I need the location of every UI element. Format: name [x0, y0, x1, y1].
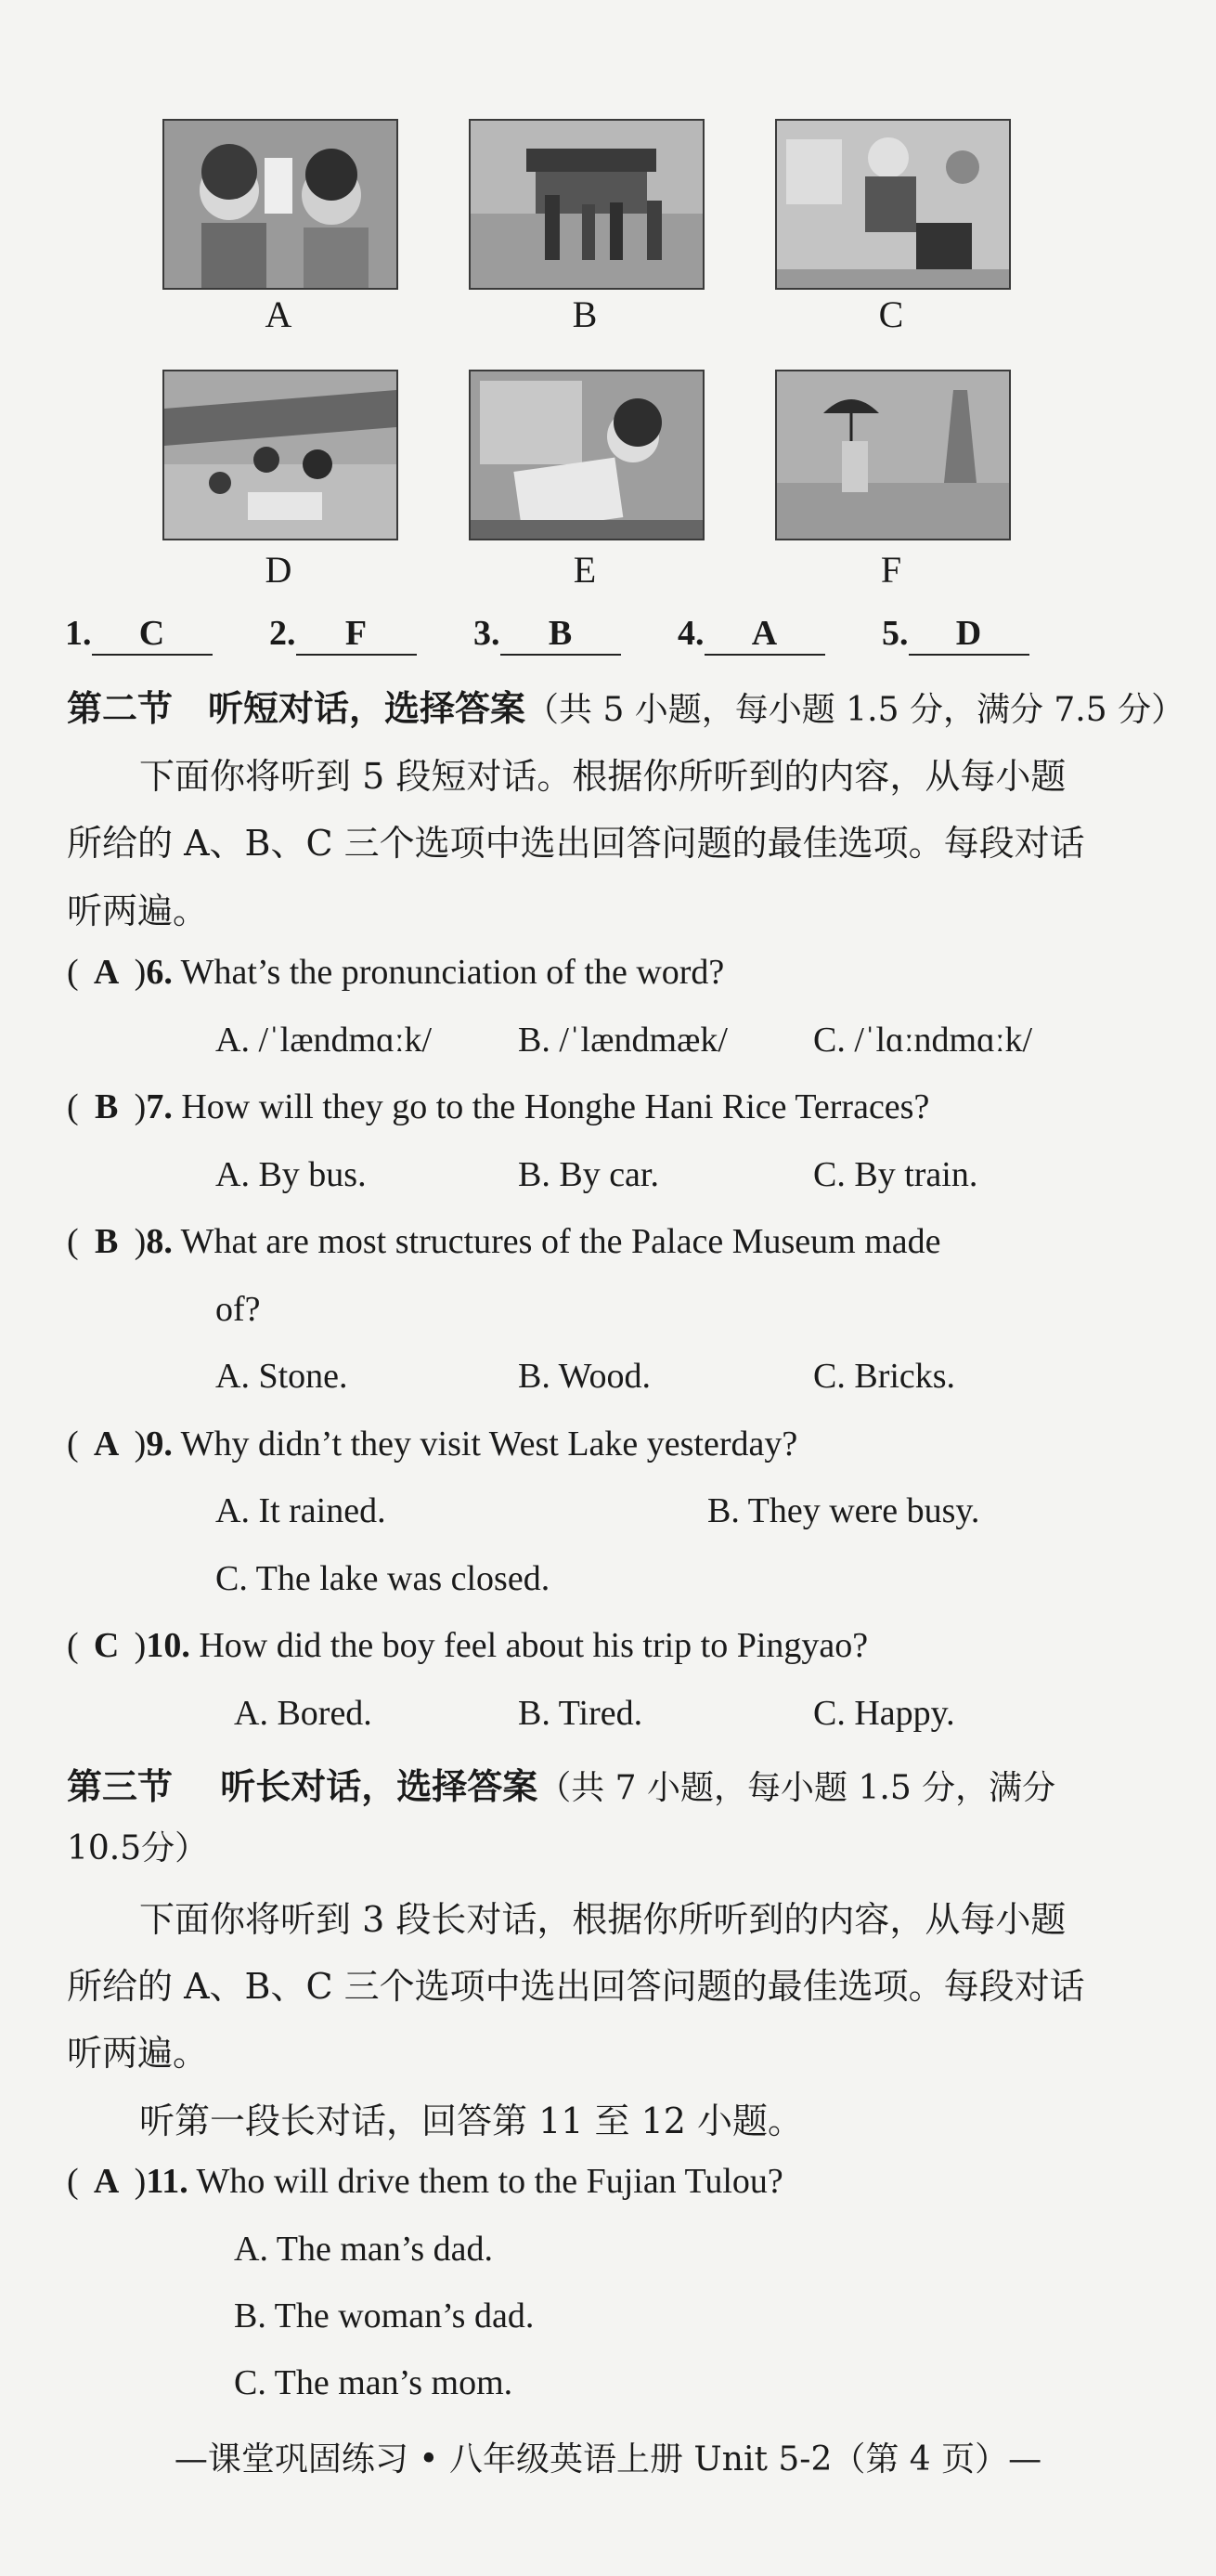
answer-item — [65, 613, 213, 656]
question-text: What’s the pronunciation of the word? — [180, 953, 725, 992]
question-text: Why didn’t they visit West Lake yesterday? — [180, 1425, 798, 1464]
section3-intro-line: 听两遍。 — [67, 2033, 209, 2074]
option-c: C. The man’s mom. — [234, 2363, 513, 2402]
section-note: （共 7 小题，每小题 1.5 分，满分 — [537, 1769, 1056, 1807]
section2-heading — [67, 680, 1184, 731]
paren-open: ( — [67, 1222, 79, 1261]
section3-intro-line: 下面你将听到 3 段长对话，根据你所听到的内容，从每小题 — [139, 1899, 1067, 1940]
answer-item — [269, 613, 417, 656]
answer-choice[interactable]: C — [93, 1626, 120, 1665]
paren-close: ) — [134, 1626, 147, 1665]
paren-open: ( — [67, 953, 79, 992]
option-a: A. /ˈlændmɑːk/ — [215, 1021, 433, 1060]
question-number: 6. — [146, 953, 173, 992]
paren-close: ) — [134, 2162, 147, 2201]
option-c: C. /ˈlɑːndmɑːk/ — [813, 1021, 1033, 1060]
paren-close: ) — [134, 953, 147, 992]
answer-item — [882, 613, 1029, 656]
option-b: B. Wood. — [518, 1357, 651, 1396]
answer-choice[interactable]: B — [94, 1222, 119, 1261]
section3-heading — [67, 1758, 1055, 1809]
section-note: （共 5 小题，每小题 1.5 分，满分 7.5 分） — [525, 691, 1185, 729]
page-footer: —课堂巩固练习 • 八年级英语上册 Unit 5-2（第 4 页）— — [174, 2440, 1042, 2478]
option-b: B. By car. — [518, 1155, 659, 1194]
answer-number: 4. — [678, 614, 705, 653]
picture-label: D — [265, 549, 292, 591]
paren-open: ( — [67, 1626, 79, 1665]
section3-intro-line: 所给的 A、B、C 三个选项中选出回答问题的最佳选项。每段对话 — [67, 1966, 1085, 2007]
question-text: How will they go to the Honghe Hani Rice Terraces? — [181, 1087, 930, 1126]
option-b: B. They were busy. — [707, 1491, 980, 1530]
question-11 — [67, 2161, 783, 2202]
section1-answers — [65, 613, 1132, 669]
answer-number: 3. — [473, 614, 500, 653]
question-text: How did the boy feel about his trip to Pingyao? — [199, 1626, 869, 1665]
question-number: 7. — [146, 1087, 173, 1126]
answer-blank[interactable]: B — [500, 613, 621, 656]
paren-open: ( — [67, 1425, 79, 1464]
question-text: Who will drive them to the Fujian Tulou? — [196, 2162, 783, 2201]
picture-label: B — [572, 293, 598, 335]
option-b: B. Tired. — [518, 1694, 643, 1733]
answer-number: 1. — [65, 614, 92, 653]
answer-number: 5. — [882, 614, 909, 653]
section2-intro-line: 听两遍。 — [67, 891, 209, 931]
answer-blank[interactable]: D — [909, 613, 1029, 656]
question-text-continued: of? — [215, 1290, 261, 1329]
option-a: A. The man’s dad. — [234, 2230, 493, 2269]
paren-close: ) — [134, 1425, 147, 1464]
question-number: 8. — [146, 1222, 173, 1261]
question-8 — [67, 1221, 940, 1262]
section3-note-continued: 10.5分） — [67, 1829, 209, 1867]
answer-item — [678, 613, 825, 656]
section2-intro-line: 下面你将听到 5 段短对话。根据你所听到的内容，从每小题 — [139, 756, 1067, 797]
paren-open: ( — [67, 1087, 79, 1126]
section3-subinstruction: 听第一段长对话，回答第 11 至 12 小题。 — [139, 2101, 804, 2141]
answer-choice[interactable]: A — [93, 1425, 120, 1464]
option-a: A. It rained. — [215, 1491, 386, 1530]
question-6 — [67, 952, 724, 993]
question-number: 11. — [146, 2162, 188, 2201]
option-b: B. The woman’s dad. — [234, 2296, 535, 2335]
umbrella-pagoda-image — [775, 370, 1011, 540]
question-number: 9. — [146, 1425, 173, 1464]
section-title: 第三节 听长对话，选择答案 — [67, 1766, 538, 1807]
option-c: C. The lake was closed. — [215, 1559, 550, 1598]
paren-open: ( — [67, 2162, 79, 2201]
paren-close: ) — [134, 1222, 147, 1261]
answer-choice[interactable]: B — [94, 1087, 119, 1126]
answer-number: 2. — [269, 614, 296, 653]
answer-item — [473, 613, 621, 656]
option-c: C. By train. — [813, 1155, 978, 1194]
question-number: 10. — [146, 1626, 190, 1665]
option-a: A. By bus. — [215, 1155, 367, 1194]
option-a: A. Stone. — [215, 1357, 348, 1396]
section-title: 第二节 听短对话，选择答案 — [67, 688, 526, 729]
option-c: C. Bricks. — [813, 1357, 956, 1396]
girl-reading-map-image — [469, 370, 705, 540]
answer-blank[interactable]: C — [92, 613, 213, 656]
answer-choice[interactable]: A — [93, 2162, 120, 2201]
answer-blank[interactable]: A — [705, 613, 825, 656]
question-7 — [67, 1086, 929, 1127]
question-text: What are most structures of the Palace Museum made — [180, 1222, 941, 1261]
option-c: C. Happy. — [813, 1694, 955, 1733]
selfie-kids-image — [162, 119, 398, 290]
paren-close: ) — [134, 1087, 147, 1126]
question-10 — [67, 1625, 868, 1666]
picture-label: F — [880, 549, 902, 591]
great-wall-picnic-image — [162, 370, 398, 540]
section2-intro-line: 所给的 A、B、C 三个选项中选出回答问题的最佳选项。每段对话 — [67, 823, 1085, 864]
question-9 — [67, 1424, 797, 1464]
option-b: B. /ˈlændmæk/ — [518, 1021, 728, 1060]
packing-bag-image — [775, 119, 1011, 290]
option-a: A. Bored. — [234, 1694, 372, 1733]
picture-label: E — [573, 549, 597, 591]
picture-label: A — [265, 293, 292, 335]
answer-choice[interactable]: A — [93, 953, 120, 992]
palace-tour-image — [469, 119, 705, 290]
answer-blank[interactable]: F — [296, 613, 417, 656]
picture-label: C — [878, 293, 904, 335]
